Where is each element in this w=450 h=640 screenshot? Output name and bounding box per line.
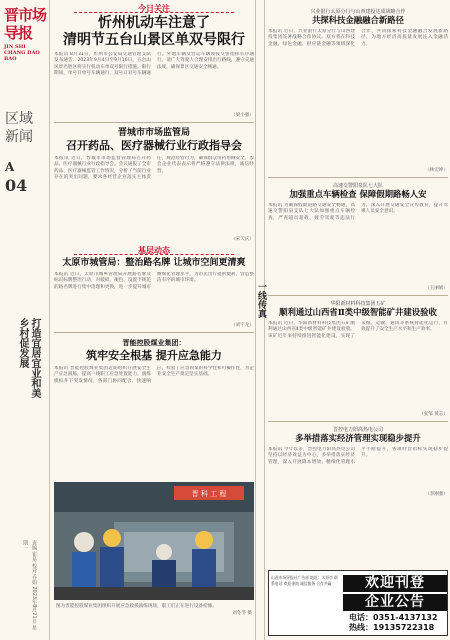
- divider: [54, 122, 254, 123]
- kicker-today-focus: 今日关注: [138, 4, 170, 13]
- kicker-bar-1: [74, 3, 234, 13]
- masthead-pinyin: JIN SHI CHANG DAO BAO: [4, 44, 40, 62]
- left-sidebar: [0, 0, 50, 640]
- page-letter: A: [5, 160, 15, 174]
- ad-title-1: 欢迎刊登: [343, 575, 447, 592]
- article-3-byline: （刘宇龙）: [231, 323, 254, 328]
- edition-meta: 责编 崔易 校对 乔娟 2023年8月21日 星期一: [22, 540, 37, 631]
- right-column: [268, 0, 448, 640]
- masthead: [4, 6, 46, 62]
- story-1-title: 共探科技金融融合新路径: [311, 15, 405, 25]
- divider: [268, 295, 448, 296]
- story-3-byline: （张邹 黄志）: [418, 412, 448, 417]
- ad-fine-print: 山西市场导报社广告部 地址：太原市 联系电话 欢迎垂询 诚信服务 合作共赢: [271, 575, 338, 586]
- headline-4-line2: 筑牢安全根基 提升应急能力: [86, 349, 222, 362]
- story-1-body: 本报讯 近日，兴业银行太原分行与山西建投集团签署战略合作协议。双方将在科技金融、绿色金融、供应链金融等领域深化合作，共同探索科技金融融合发展新路径，为地方经济高质量发展注入金融活力。: [268, 29, 448, 47]
- article-1-body: 本报讯 8月31日，忻州市公安局交通管理支队发布通告：2023年9月4日至9月16日，五台山风景名胜区将实行机动车单双号限行措施。限行期间，单号日单号车辆通行，双号日双号车辆通行。外地车辆及营运车辆须按交警指挥有序通行。请广大驾驶人合理安排出行路线，遵守交通法规，确保景区交通安全畅通。: [54, 52, 254, 76]
- story-1-subtitle: 兴业银行太原分行与山西建投达成战略合作: [310, 9, 406, 15]
- headline-2-line1: 晋城市市场监管局: [117, 128, 190, 138]
- article-1-byline: （梁小强）: [231, 113, 254, 118]
- article-4-body: 本报讯 晋能控股煤业集团近期组织开展安全生产应急演练，提高一线职工应急处置能力。演练模拟井下突发情况，各部门协同配合、快速响应，检验了应急预案的科学性和可操作性，为企业安全生产奠定坚实基础。: [54, 366, 254, 384]
- ad-title-2: 企业公告: [343, 594, 447, 611]
- story-4-title: 多举措落实经济管理实现稳步提升: [295, 433, 421, 443]
- divider: [268, 421, 448, 422]
- headline-4-line1: 晋能控股煤业集团：: [122, 338, 186, 347]
- ad-phone: 电话：0351-4137132: [349, 613, 438, 622]
- section-name: 区域新闻: [5, 111, 33, 145]
- story-2-subtitle: 高速交警阳泉队七大队: [332, 183, 383, 189]
- photo-sign-text: 晋 科 工 程: [191, 490, 227, 498]
- story-3-subtitle: 华阳新材料科技集团五矿: [330, 301, 386, 307]
- story-4-subtitle: 晋控电力阳高热电公司: [332, 427, 383, 433]
- story-4-body: 本报讯 今年以来，晋控电力阳高热电公司坚持以经济效益为中心，多举措落实经济管理，深入开展降本增效，精细化管理水平不断提升，各项经营指标实现稳步提升。: [268, 447, 448, 465]
- masthead-title: 晋市场导报: [4, 6, 47, 42]
- headline-1-line2: 清明节五台山景区单双号限行: [63, 32, 245, 48]
- headline-2-line2: 召开药品、医疗器械行业行政指导会: [66, 139, 242, 152]
- slogan: 打造宜居宜业和美乡村促发展: [17, 318, 40, 398]
- photo-illustration: [54, 482, 254, 600]
- story-2-title: 加强重点车辆检查 保障假期路畅人安: [289, 189, 427, 199]
- kicker-bar-2: [74, 245, 234, 255]
- photo-caption: [56, 604, 252, 616]
- story-1-byline: （林宏坤）: [425, 168, 448, 173]
- photo-byline: 刘冬冬 摄: [232, 611, 252, 617]
- divider: [54, 332, 254, 333]
- kicker-grassroots: 基层动态: [138, 246, 170, 255]
- headline-3: 太原市城管局：整治路名牌 让城市空间更清爽: [62, 258, 246, 268]
- story-4-byline: （李刚强）: [425, 492, 448, 497]
- story-3-body: 本报讯 近日，华阳新材料科技集团五矿顺利通过山西省Ⅱ类中级智能矿井建设验收。该矿近年来持续推进智能化建设，实现了采掘、运输、通风等系统智能化运行，有效提升了安全生产水平和生产效率。: [268, 321, 448, 339]
- advertisement-box: [268, 570, 448, 636]
- article-3-body: 本报讯 近日，太原市城乡管理局开展路名牌及标识标牌整治行动，对破损、褪色、设置不规范的路名牌进行集中清理和更换，进一步提升城市精细化管理水平，为市民出行提供便利，营造整洁有序的城市环境。: [54, 272, 254, 290]
- story-2-byline: （王丽娟）: [425, 286, 448, 291]
- news-photo: [54, 482, 254, 600]
- headline-1-line1: 忻州机动车注意了: [98, 15, 210, 31]
- story-3-title: 顺利通过山西省Ⅱ类中级智能矿井建设验收: [279, 307, 437, 317]
- ad-hotline: 热线：19135722318: [349, 623, 435, 632]
- article-2-byline: （宋天庆）: [231, 237, 254, 242]
- photo-caption-text: 图为晋能控股煤业集团组织开展应急救援演练现场，职工们正在进行设备检修。: [56, 604, 217, 609]
- column-divider: [255, 0, 265, 640]
- center-column: [54, 0, 254, 640]
- page-number: 04: [5, 176, 28, 195]
- divider: [268, 177, 448, 178]
- line-fax-label: 一线传真: [256, 282, 266, 318]
- article-2-body: 本报讯 近日，晋城市市场监督管理局召开药品、医疗器械行业行政指导会。会议通报了全市药品、医疗器械监管工作情况，分析了当前行业存在的突出问题，要求各经营企业落实主体责任，规范经营行为，确保群众用药用械安全。参会企业代表表示将严格遵守法律法规，诚信经营。: [54, 156, 254, 180]
- ad-main: [343, 575, 447, 633]
- story-2-body: 本报讯 为确保假期道路交通安全畅通，高速交警阳泉支队七大队加强重点车辆检查，严查超员超载、疲劳驾驶等违法行为，深入开展交通安全宣传教育，提升驾乘人员安全意识。: [268, 203, 448, 221]
